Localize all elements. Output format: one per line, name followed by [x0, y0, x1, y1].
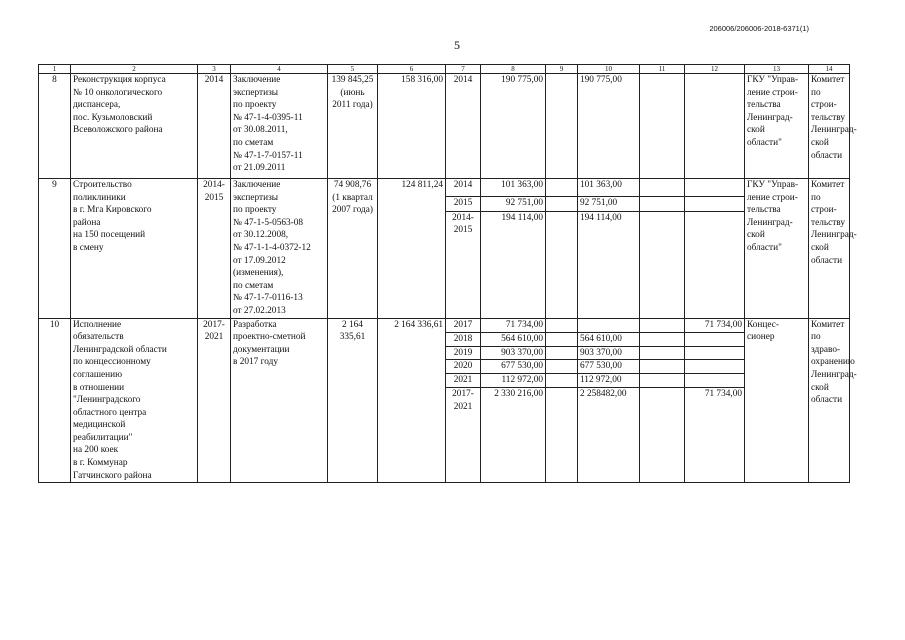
local-budget: [640, 179, 685, 197]
other-sources: [685, 360, 745, 374]
column-number-row: [39, 65, 850, 74]
period: 2017- 2021: [198, 318, 231, 483]
federal-budget: [546, 346, 578, 360]
regional-budget: 194 114,00: [578, 211, 640, 318]
total-amount: 92 751,00: [481, 197, 546, 212]
object-name: Исполнение обязательств Ленинградской области по концессионному соглашению в отношении "Ленинградского областного центра медицинской реабилитации" на 200 коек в г. Коммунар Гатчинского района: [71, 318, 198, 483]
other-sources: [685, 332, 745, 346]
year: 2015: [446, 197, 481, 212]
other-sources: [685, 211, 745, 318]
table-row: [39, 74, 850, 179]
federal-budget: [546, 197, 578, 212]
total-amount: 564 610,00: [481, 332, 546, 346]
federal-budget: [546, 388, 578, 483]
year: 2017- 2021: [446, 388, 481, 483]
cost-current-prices: 2 164 336,61: [378, 318, 446, 483]
federal-budget: [546, 318, 578, 332]
customer: Концес- сионер: [745, 318, 809, 483]
regional-budget: [578, 318, 640, 332]
column-number-11: 11: [640, 65, 685, 74]
column-number-3: 3: [198, 65, 231, 74]
regional-budget: 2 258482,00: [578, 388, 640, 483]
basis-documents: Заключение экспертизы по проекту № 47-1-5-0563-08 от 30.12.2008, № 47-1-1-4-0372-12 от 17.09.2012 (изменения), по сметам № 47-1-7-0116-13 от 27.02.2013: [231, 179, 328, 319]
regional-budget: 677 530,00: [578, 360, 640, 374]
column-number-4: 4: [231, 65, 328, 74]
federal-budget: [546, 211, 578, 318]
customer: ГКУ "Управ- ление строи- тельства Ленинград- ской области": [745, 179, 809, 319]
local-budget: [640, 318, 685, 332]
row-number: 10: [39, 318, 71, 483]
other-sources: 71 734,00: [685, 388, 745, 483]
responsible-committee: Комитет по строи- тельству Ленинград- ской области: [809, 179, 850, 319]
period: 2014: [198, 74, 231, 179]
page-number: 5: [454, 38, 460, 52]
responsible-committee: Комитет по здраво- охранению Ленинград- ской области: [809, 318, 850, 483]
column-number-6: 6: [378, 65, 446, 74]
local-budget: [640, 360, 685, 374]
row-number: 8: [39, 74, 71, 179]
year: 2014: [446, 179, 481, 197]
document-id: 206006/206006-2018-6371(1): [709, 24, 809, 33]
local-budget: [640, 332, 685, 346]
period: 2014- 2015: [198, 179, 231, 319]
column-number-7: 7: [446, 65, 481, 74]
total-amount: 194 114,00: [481, 211, 546, 318]
total-amount: 190 775,00: [481, 74, 546, 179]
local-budget: [640, 388, 685, 483]
column-number-9: 9: [546, 65, 578, 74]
column-number-10: 10: [578, 65, 640, 74]
object-name: Реконструкция корпуса № 10 онкологического диспансера, пос. Кузьмоловский Всеволожского района: [71, 74, 198, 179]
row-number: 9: [39, 179, 71, 319]
local-budget: [640, 211, 685, 318]
federal-budget: [546, 179, 578, 197]
year: 2014: [446, 74, 481, 179]
local-budget: [640, 74, 685, 179]
federal-budget: [546, 332, 578, 346]
estimated-cost: 139 845,25 (июнь 2011 года): [328, 74, 378, 179]
year: 2018: [446, 332, 481, 346]
column-number-12: 12: [685, 65, 745, 74]
column-number-13: 13: [745, 65, 809, 74]
federal-budget: [546, 360, 578, 374]
regional-budget: 564 610,00: [578, 332, 640, 346]
other-sources: [685, 374, 745, 388]
object-name: Строительство поликлиники в г. Мга Кировского района на 150 посещений в смену: [71, 179, 198, 319]
cost-current-prices: 124 811,24: [378, 179, 446, 319]
column-number-1: 1: [39, 65, 71, 74]
local-budget: [640, 197, 685, 212]
column-number-5: 5: [328, 65, 378, 74]
basis-documents: Заключение экспертизы по проекту № 47-1-4-0395-11 от 30.08.2011, по сметам № 47-1-7-0157-11 от 21.09.2011: [231, 74, 328, 179]
responsible-committee: Комитет по строи- тельству Ленинград- ской области: [809, 74, 850, 179]
regional-budget: 101 363,00: [578, 179, 640, 197]
local-budget: [640, 346, 685, 360]
table-body: [39, 65, 857, 483]
estimated-cost: 74 908,76 (1 квартал 2007 года): [328, 179, 378, 319]
investment-table: [38, 64, 857, 483]
total-amount: 101 363,00: [481, 179, 546, 197]
total-amount: 903 370,00: [481, 346, 546, 360]
table-row: [39, 179, 850, 197]
total-amount: 112 972,00: [481, 374, 546, 388]
local-budget: [640, 374, 685, 388]
cost-current-prices: 158 316,00: [378, 74, 446, 179]
regional-budget: 112 972,00: [578, 374, 640, 388]
estimated-cost: 2 164 335,61: [328, 318, 378, 483]
year: 2017: [446, 318, 481, 332]
total-amount: 677 530,00: [481, 360, 546, 374]
year: 2019: [446, 346, 481, 360]
total-amount: 71 734,00: [481, 318, 546, 332]
basis-documents: Разработка проектно-сметной документации в 2017 году: [231, 318, 328, 483]
column-number-8: 8: [481, 65, 546, 74]
year: 2021: [446, 374, 481, 388]
customer: ГКУ "Управ- ление строи- тельства Ленинград- ской области": [745, 74, 809, 179]
other-sources: [685, 74, 745, 179]
other-sources: 71 734,00: [685, 318, 745, 332]
federal-budget: [546, 374, 578, 388]
regional-budget: 190 775,00: [578, 74, 640, 179]
other-sources: [685, 197, 745, 212]
total-amount: 2 330 216,00: [481, 388, 546, 483]
regional-budget: 903 370,00: [578, 346, 640, 360]
other-sources: [685, 179, 745, 197]
table-row: [39, 318, 850, 332]
federal-budget: [546, 74, 578, 179]
other-sources: [685, 346, 745, 360]
column-number-2: 2: [71, 65, 198, 74]
column-number-14: 14: [809, 65, 850, 74]
year: 2020: [446, 360, 481, 374]
regional-budget: 92 751,00: [578, 197, 640, 212]
year: 2014- 2015: [446, 211, 481, 318]
